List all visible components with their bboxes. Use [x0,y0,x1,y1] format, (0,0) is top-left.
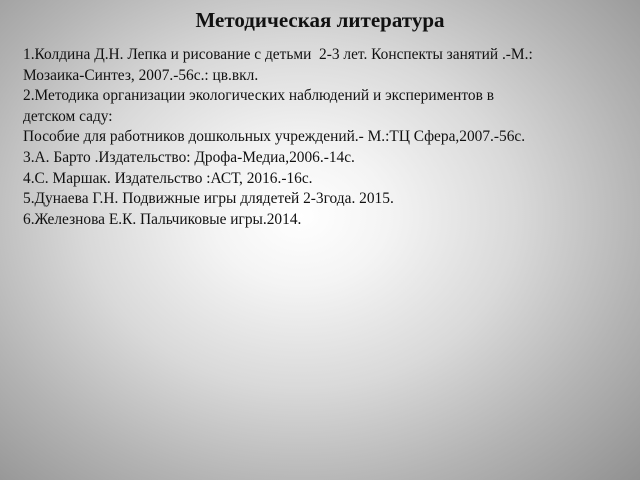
bibliography-line-9: 6.Железнова Е.К. Пальчиковые игры.2014. [23,210,302,228]
bibliography-line-4: детском саду: [23,107,113,125]
bibliography-line-6: 3.А. Барто .Издательство: Дрофа-Медиа,2006.-14с. [23,148,355,166]
bibliography-line-5: Пособие для работников дошкольных учреждений.- М.:ТЦ Сфера,2007.-56с. [23,128,526,146]
bibliography-line-7: 4.С. Маршак. Издательство :АСТ, 2016.-16с. [23,169,313,187]
bibliography-line-2: Мозаика-Синтез, 2007.-56с.: цв.вкл. [23,66,259,84]
bibliography-list [23,45,635,230]
slide-title: Методическая литература [195,8,445,32]
bibliography-line-3: 2.Методика организации экологических наблюдений и экспериментов в [23,87,495,105]
bibliography-line-1: 1.Колдина Д.Н. Лепка и рисование с детьми 2-3 лет. Конспекты занятий .-М.: [23,46,533,63]
bibliography-line-8: 5.Дунаева Г.Н. Подвижные игры длядетей 2-3года. 2015. [23,190,394,208]
